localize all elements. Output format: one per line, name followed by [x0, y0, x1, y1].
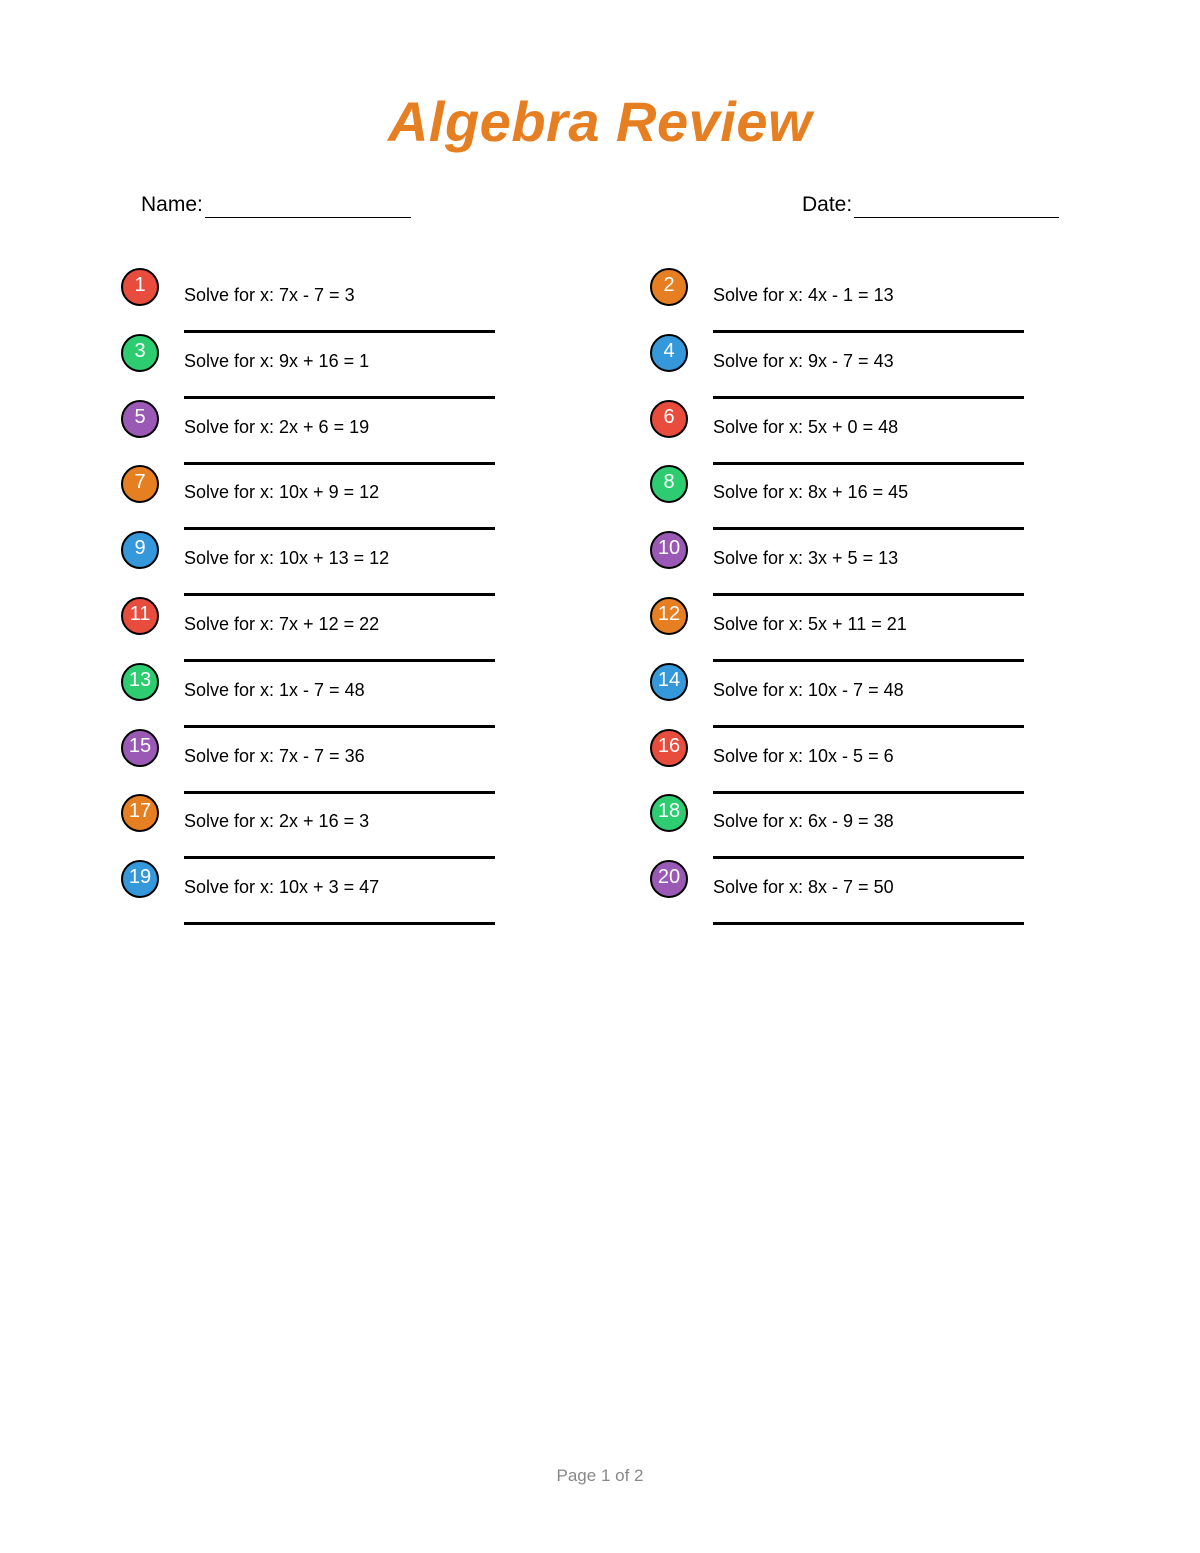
problem-question: Solve for x: 7x - 7 = 3 — [184, 285, 355, 305]
name-field[interactable] — [141, 192, 411, 218]
problem-number-badge: 12 — [650, 597, 688, 635]
answer-line[interactable] — [184, 593, 495, 596]
problem-question: Solve for x: 9x + 16 = 1 — [184, 350, 370, 371]
problem-item — [650, 334, 1070, 400]
problem-number-badge: 14 — [650, 663, 688, 701]
problem-number-badge: 10 — [650, 531, 688, 569]
answer-line[interactable] — [713, 922, 1024, 925]
problem-number-badge: 19 — [121, 860, 159, 898]
problem-item — [121, 729, 541, 795]
problem-number-badge: 1 — [121, 268, 159, 306]
problem-question: Solve for x: 2x + 6 = 19 — [184, 416, 370, 437]
problem-question: Solve for x: 10x + 3 = 47 — [184, 877, 380, 898]
problem-question: Solve for x: 3x + 5 = 13 — [713, 548, 899, 569]
answer-line[interactable] — [184, 330, 495, 333]
answer-line[interactable] — [713, 659, 1024, 662]
answer-line[interactable] — [713, 462, 1024, 465]
answer-line[interactable] — [713, 791, 1024, 794]
problem-item — [121, 400, 541, 466]
name-label: Name: — [141, 193, 203, 216]
problem-item — [650, 597, 1070, 663]
answer-line[interactable] — [713, 330, 1024, 333]
problem-question: Solve for x: 2x + 16 = 3 — [184, 811, 370, 832]
problem-item — [121, 663, 541, 729]
answer-line[interactable] — [713, 396, 1024, 399]
problem-number-badge: 4 — [650, 334, 688, 372]
problem-number-badge: 15 — [121, 729, 159, 767]
problem-number-badge: 11 — [121, 597, 159, 635]
problem-question: Solve for x: 6x - 9 = 38 — [713, 811, 894, 832]
answer-line[interactable] — [184, 659, 495, 662]
problem-number-badge: 5 — [121, 400, 159, 438]
problem-number-badge: 9 — [121, 531, 159, 569]
date-label: Date: — [802, 193, 853, 216]
page-title: Algebra Review — [387, 90, 813, 153]
answer-line[interactable] — [713, 593, 1024, 596]
problem-question: Solve for x: 4x - 1 = 13 — [713, 285, 894, 305]
problem-item — [121, 465, 541, 531]
problem-item — [650, 729, 1070, 795]
problem-item — [121, 268, 541, 334]
problem-question: Solve for x: 8x + 16 = 45 — [713, 482, 909, 503]
answer-line[interactable] — [184, 527, 495, 530]
answer-line[interactable] — [713, 725, 1024, 728]
problem-question: Solve for x: 1x - 7 = 48 — [184, 679, 365, 700]
problem-question: Solve for x: 10x + 13 = 12 — [184, 548, 390, 569]
problem-item — [121, 334, 541, 400]
problem-item — [650, 663, 1070, 729]
answer-line[interactable] — [184, 462, 495, 465]
answer-line[interactable] — [184, 791, 495, 794]
problem-question: Solve for x: 7x - 7 = 36 — [184, 745, 365, 766]
problem-number-badge: 2 — [650, 268, 688, 306]
problem-number-badge: 18 — [650, 794, 688, 832]
answer-line[interactable] — [184, 922, 495, 925]
problem-number-badge: 7 — [121, 465, 159, 503]
problem-question: Solve for x: 7x + 12 = 22 — [184, 614, 380, 634]
answer-line[interactable] — [184, 856, 495, 859]
page-footer: Page 1 of 2 — [556, 1466, 644, 1485]
problem-question: Solve for x: 9x - 7 = 43 — [713, 350, 894, 371]
problem-question: Solve for x: 8x - 7 = 50 — [713, 877, 894, 898]
problem-question: Solve for x: 10x + 9 = 12 — [184, 482, 380, 503]
problem-item — [650, 465, 1070, 531]
problem-item — [121, 860, 541, 926]
date-field[interactable] — [802, 192, 1059, 218]
problem-number-badge: 3 — [121, 334, 159, 372]
problem-number-badge: 8 — [650, 465, 688, 503]
problem-question: Solve for x: 10x - 7 = 48 — [713, 679, 904, 700]
problem-item — [650, 794, 1070, 860]
answer-line[interactable] — [184, 396, 495, 399]
problem-question: Solve for x: 5x + 0 = 48 — [713, 416, 899, 437]
answer-line[interactable] — [184, 725, 495, 728]
problem-number-badge: 20 — [650, 860, 688, 898]
problem-question: Solve for x: 10x - 5 = 6 — [713, 745, 894, 766]
problem-number-badge: 13 — [121, 663, 159, 701]
answer-line[interactable] — [713, 856, 1024, 859]
problem-item — [121, 597, 541, 663]
name-blank-line[interactable] — [205, 197, 411, 218]
problem-item — [650, 400, 1070, 466]
problem-item — [121, 794, 541, 860]
problem-item — [121, 531, 541, 597]
problem-item — [650, 531, 1070, 597]
problem-number-badge: 6 — [650, 400, 688, 438]
date-blank-line[interactable] — [854, 197, 1059, 218]
problem-item — [650, 268, 1070, 334]
answer-line[interactable] — [713, 527, 1024, 530]
problem-question: Solve for x: 5x + 11 = 21 — [713, 614, 907, 634]
problem-number-badge: 17 — [121, 794, 159, 832]
problem-item — [650, 860, 1070, 926]
problem-number-badge: 16 — [650, 729, 688, 767]
